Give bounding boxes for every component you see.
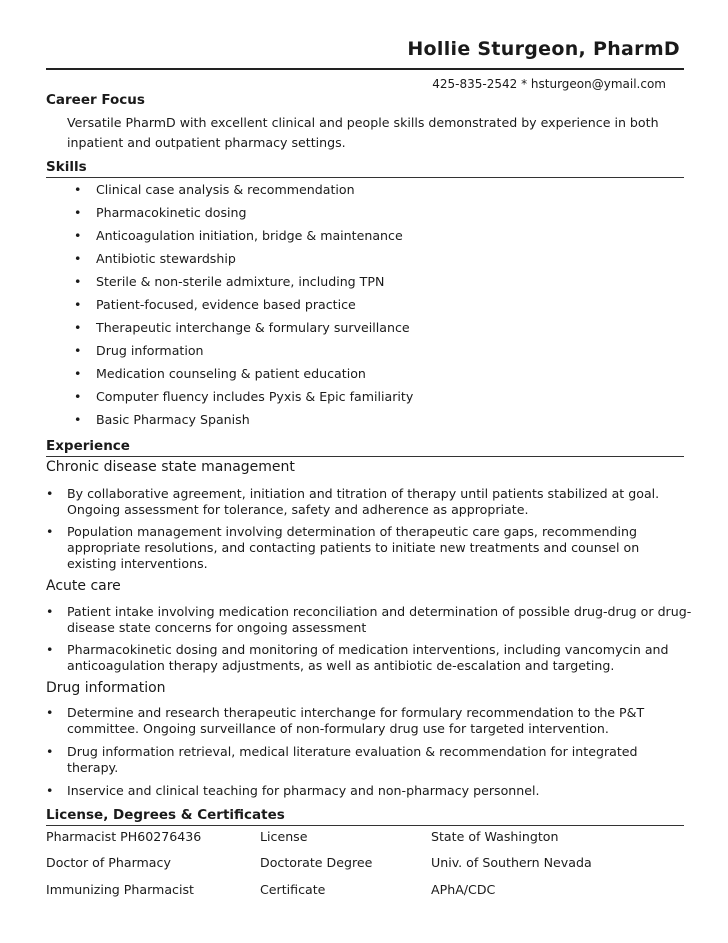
experience-item-text: Population management involving determination of therapeutic care gaps, recommending appropriate resolutions, and contacting patients to initiate new treatments and counsel on existing interventions. <box>67 524 640 571</box>
bullet-icon: • <box>74 274 82 289</box>
skill-text: Clinical case analysis & recommendation <box>96 182 355 197</box>
bullet-icon: • <box>46 524 54 539</box>
licenses-divider <box>46 825 684 826</box>
bullet-icon: • <box>46 604 54 619</box>
table-cell: APhA/CDC <box>431 882 496 897</box>
bullet-icon: • <box>46 744 54 759</box>
skill-text: Drug information <box>96 343 204 358</box>
bullet-icon: • <box>74 320 82 335</box>
table-cell: State of Washington <box>431 829 559 844</box>
table-cell: Doctorate Degree <box>260 855 373 870</box>
bullet-icon: • <box>74 343 82 358</box>
skills-divider <box>46 177 684 178</box>
resume-name: Hollie Sturgeon, PharmD <box>407 38 680 60</box>
bullet-icon: • <box>74 389 82 404</box>
experience-item-text: By collaborative agreement, initiation and titration of therapy until patients stabilized at goal. Ongoing assessment for tolerance, safety and adherence as appropriate. <box>67 486 660 517</box>
bullet-icon: • <box>46 486 54 501</box>
bullet-icon: • <box>74 182 82 197</box>
licenses-heading: License, Degrees & Certificates <box>46 807 285 823</box>
experience-section-title: Acute care <box>46 578 121 594</box>
bullet-icon: • <box>74 251 82 266</box>
skill-text: Computer fluency includes Pyxis & Epic familiarity <box>96 389 414 404</box>
contact-info: 425-835-2542 * hsturgeon@ymail.com <box>432 77 666 91</box>
experience-item-text: Drug information retrieval, medical literature evaluation & recommendation for integrated therapy. <box>67 744 638 775</box>
skill-text: Therapeutic interchange & formulary surveillance <box>96 320 410 335</box>
skill-text: Basic Pharmacy Spanish <box>96 412 250 427</box>
career-focus-heading: Career Focus <box>46 92 145 108</box>
skill-text: Medication counseling & patient education <box>96 366 366 381</box>
skills-heading: Skills <box>46 159 87 175</box>
experience-divider <box>46 456 684 457</box>
skill-text: Antibiotic stewardship <box>96 251 236 266</box>
experience-item-text: Inservice and clinical teaching for pharmacy and non-pharmacy personnel. <box>67 783 540 798</box>
career-focus-text: Versatile PharmD with excellent clinical and people skills demonstrated by experience in both inpatient and outpatient pharmacy settings. <box>67 115 659 150</box>
experience-heading: Experience <box>46 438 130 454</box>
header-divider <box>46 68 684 70</box>
experience-section-title: Drug information <box>46 680 166 696</box>
table-cell: Univ. of Southern Nevada <box>431 855 592 870</box>
skill-text: Pharmacokinetic dosing <box>96 205 247 220</box>
table-cell: Pharmacist PH60276436 <box>46 829 202 844</box>
experience-item-text: Patient intake involving medication reconciliation and determination of possible drug-drug or drug-disease state concerns for ongoing assessment <box>67 604 692 635</box>
bullet-icon: • <box>46 783 54 798</box>
bullet-icon: • <box>74 205 82 220</box>
table-cell: Immunizing Pharmacist <box>46 882 194 897</box>
bullet-icon: • <box>74 366 82 381</box>
experience-item-text: Pharmacokinetic dosing and monitoring of medication interventions, including vancomycin and anticoagulation therapy adjustments, as well as antibiotic de-escalation and targeting. <box>67 642 669 673</box>
bullet-icon: • <box>46 705 54 720</box>
skill-text: Sterile & non-sterile admixture, including TPN <box>96 274 385 289</box>
bullet-icon: • <box>74 297 82 312</box>
experience-section-title: Chronic disease state management <box>46 459 295 475</box>
bullet-icon: • <box>46 642 54 657</box>
skill-text: Anticoagulation initiation, bridge & maintenance <box>96 228 403 243</box>
table-cell: License <box>260 829 308 844</box>
table-cell: Doctor of Pharmacy <box>46 855 171 870</box>
experience-item-text: Determine and research therapeutic interchange for formulary recommendation to the P&T committee. Ongoing surveillance of non-formulary drug use for targeted intervention. <box>67 705 645 736</box>
table-cell: Certificate <box>260 882 326 897</box>
skill-text: Patient-focused, evidence based practice <box>96 297 356 312</box>
bullet-icon: • <box>74 412 82 427</box>
bullet-icon: • <box>74 228 82 243</box>
